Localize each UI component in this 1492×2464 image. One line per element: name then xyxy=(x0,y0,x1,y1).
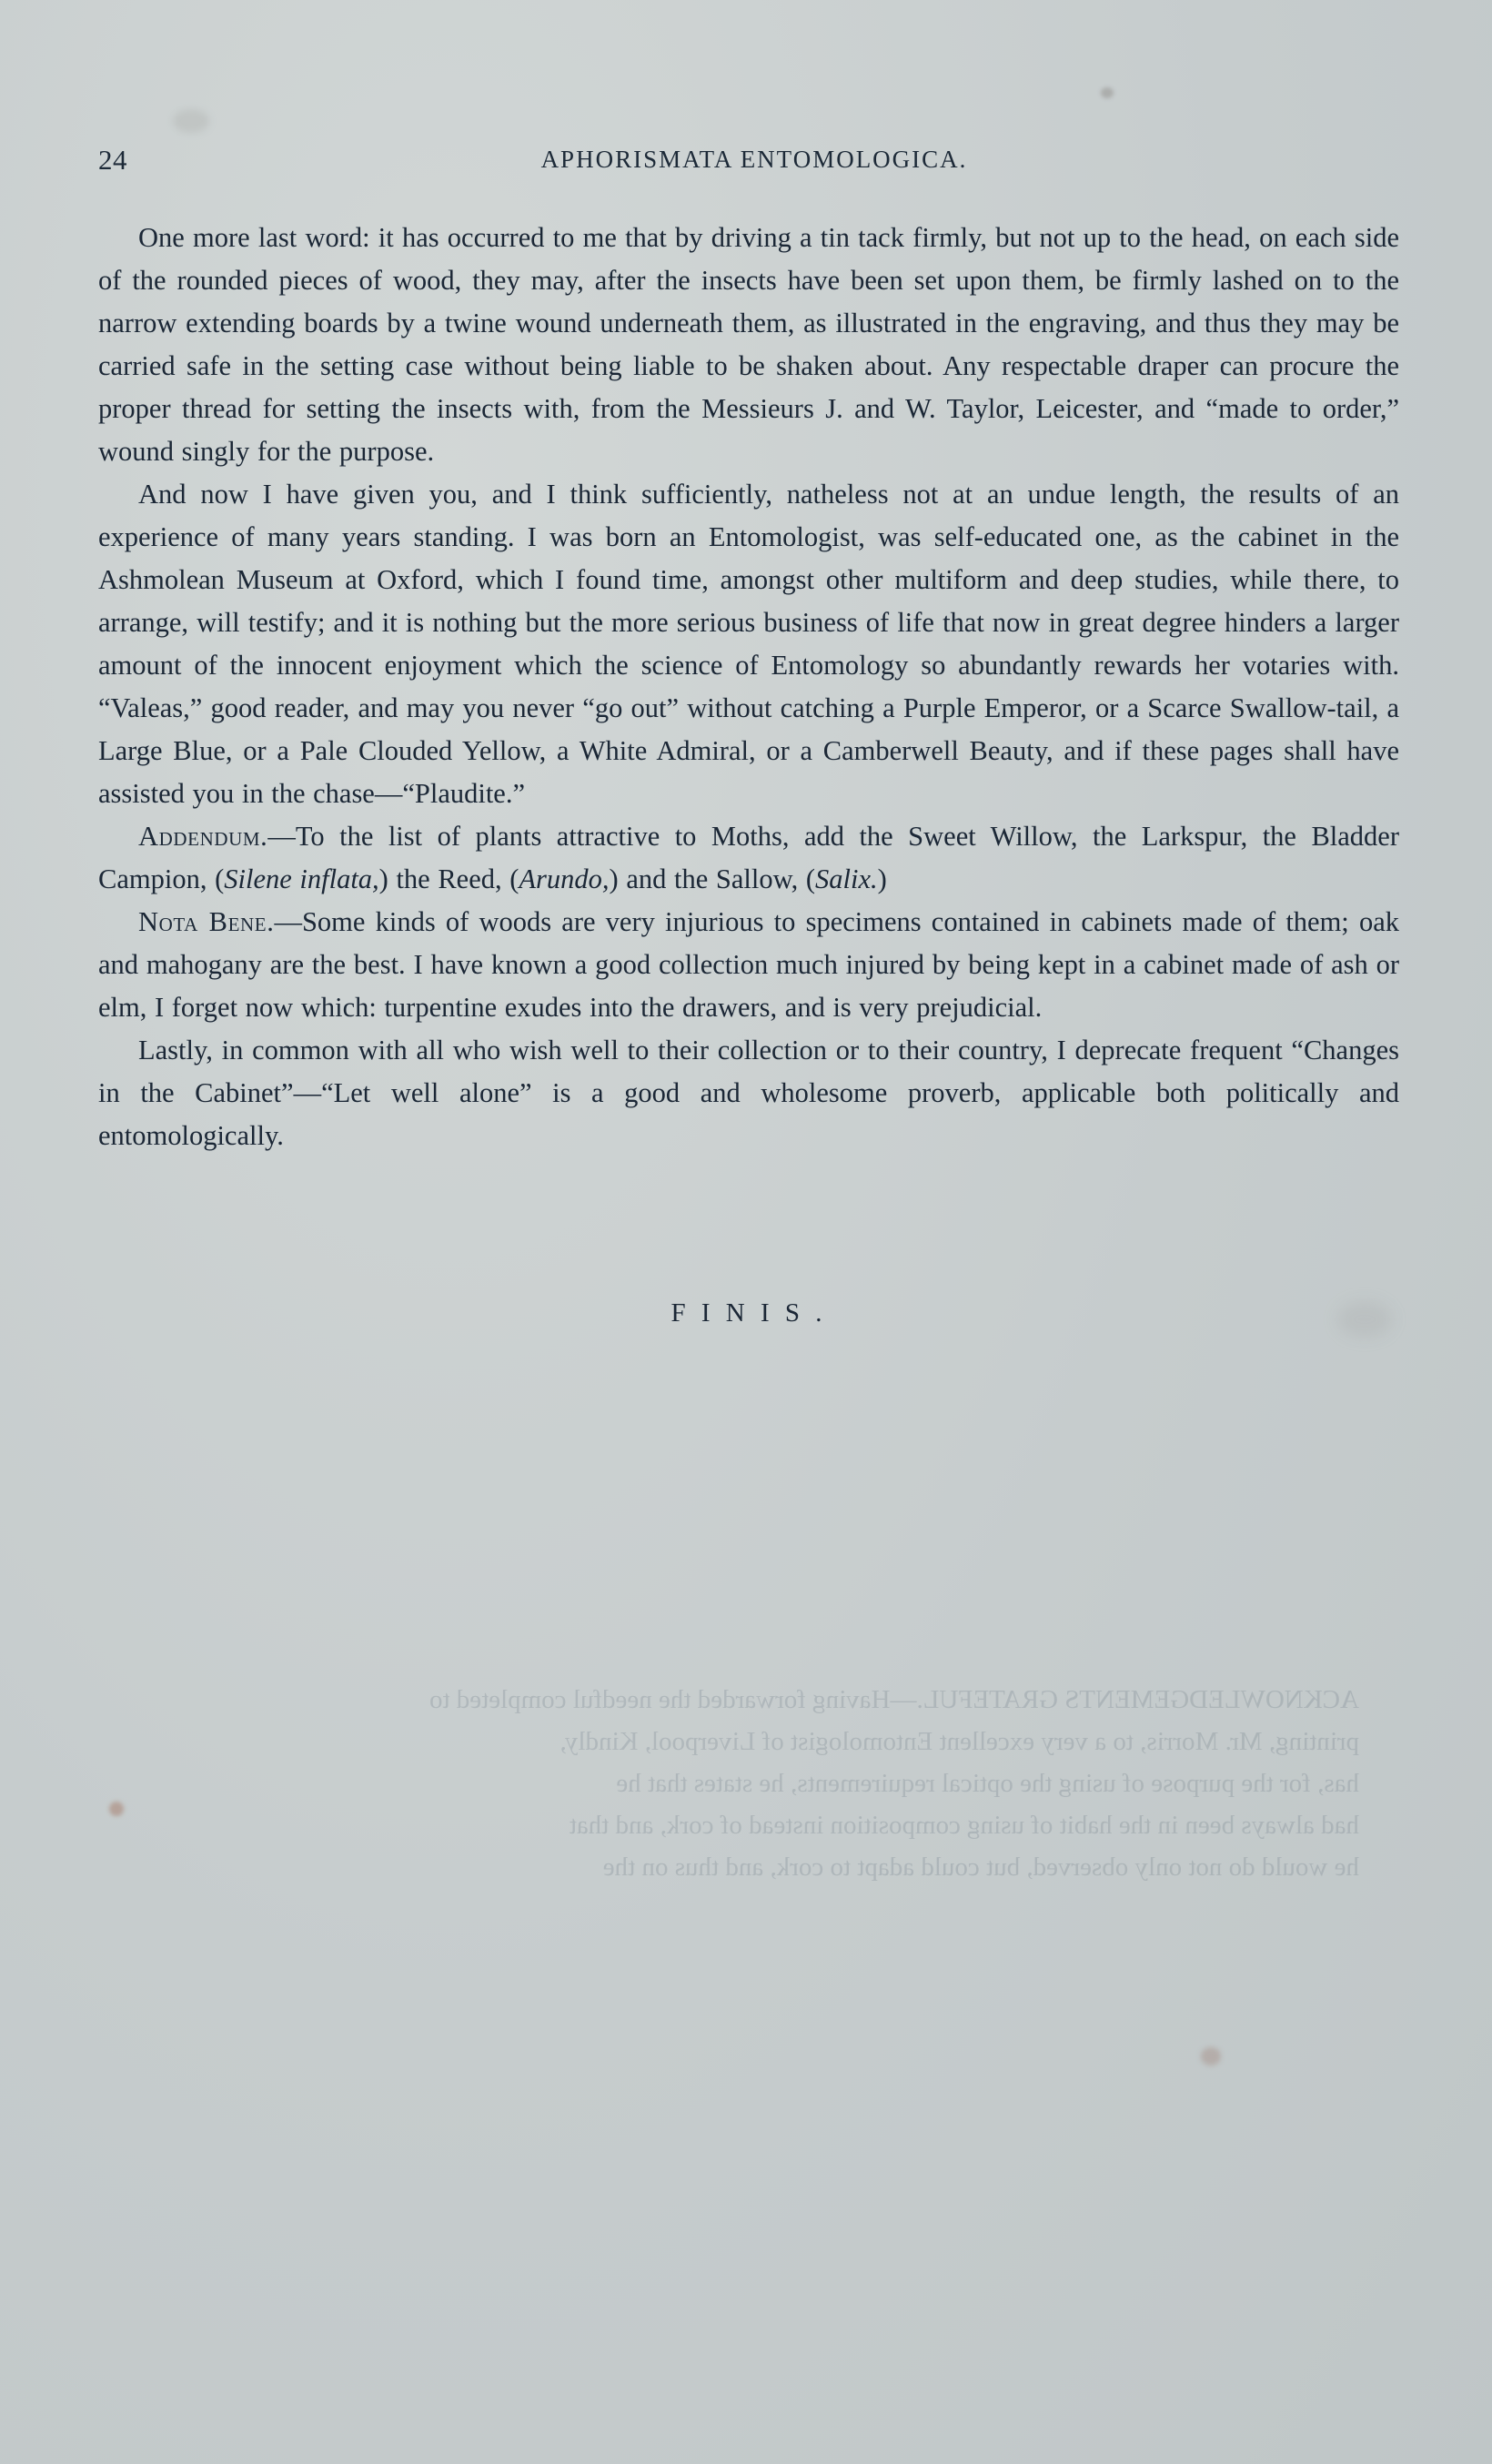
paper-blotch xyxy=(173,109,209,133)
show-through-line: had always been in the habit of using composition instead of cork, and that xyxy=(569,1811,1359,1840)
addendum-italic-salix: Salix. xyxy=(815,863,878,894)
addendum-italic-arundo: Arundo, xyxy=(519,863,610,894)
paper-blotch xyxy=(1101,87,1114,98)
paragraph-addendum xyxy=(98,815,1399,901)
page-number: 24 xyxy=(98,144,127,176)
show-through-line: ACKNOWLEDGEMENTS GRATEFUL.—Having forwarded the needful completed to xyxy=(428,1685,1359,1714)
addendum-italic-silene: Silene inflata, xyxy=(224,863,379,894)
paper-blotch xyxy=(109,1802,124,1816)
addendum-text-a: —To the list of plants attractive to Moths, add the Sweet Willow, the Larkspur, the Bladder Campion, ( xyxy=(98,821,1399,894)
paragraph-lastly: Lastly, in common with all who wish well to their collection or to their country, I deprecate frequent “Changes in the Cabinet”—“Let well alone” is a good and wholesome proverb, applicable both politically and entomologically. xyxy=(98,1035,1399,1151)
paragraph-1: One more last word: it has occurred to me that by driving a tin tack firmly, but not up to the head, on each side of the rounded pieces of wood, they may, after the insects have been set upon them, be firmly lashed on to the narrow extending boards by a twine wound underneath them, as illustrated in the engraving, and thus they may be carried safe in the setting case without being liable to be shaken about. Any respectable draper can procure the proper thread for setting the insects with, from the Messieurs J. and W. Taylor, Leicester, and “made to order,” wound singly for the purpose. xyxy=(98,222,1399,467)
addendum-text-d: ) xyxy=(877,863,887,894)
show-through-text xyxy=(98,1679,1399,1888)
show-through-line: printing, Mr. Morris, to a very excellent Entomologist of Liverpool, Kindly, xyxy=(560,1727,1359,1756)
page-header xyxy=(98,136,1399,193)
addendum-text-b: ) the Reed, ( xyxy=(378,863,519,894)
page-content xyxy=(98,136,1399,1328)
paper-blotch xyxy=(1201,2047,1221,2065)
paragraph-nota-bene xyxy=(98,901,1399,1029)
paragraph-2: And now I have given you, and I think sufficiently, natheless not at an undue length, the results of an experience of many years standing. I was born an Entomologist, was self-educated one, as the cabinet in the Ashmolean Museum at Oxford, which I found time, amongst other multiform and deep studies, while there, to arrange, will testify; and it is nothing but the more serious business of life that now in great degree hinders a larger amount of the innocent enjoyment which the science of Entomology so abundantly rewards her votaries with. “Valeas,” good reader, and may you never “go out” without catching a Purple Emperor, or a Scarce Swallow-tail, a Large Blue, or a Pale Clouded Yellow, a White Admiral, or a Camberwell Beauty, and if these pages shall have assisted you in the chase—“Plaudite.” xyxy=(98,479,1399,809)
addendum-lead-in: Addendum. xyxy=(138,821,268,852)
finis-mark: F I N I S . xyxy=(670,1298,827,1328)
nota-bene-lead-in: Nota Bene. xyxy=(138,906,275,937)
running-head: APHORISMATA ENTOMOLOGICA. xyxy=(540,146,968,173)
addendum-text-c: ) and the Sallow, ( xyxy=(609,863,816,894)
show-through-line: has, for the purpose of using the optical requirements, he states that he xyxy=(616,1769,1359,1798)
nota-bene-text: —Some kinds of woods are very injurious to specimens contained in cabinets made of them; oak and mahogany are the best. I have known a good collection much injured by being kept in a cabinet made of ash or elm, I forget now which: turpentine exudes into the drawers, and is very prejudicial. xyxy=(98,906,1399,1023)
show-through-line: he would do not only observed, but could adapt to cork, and thus on the xyxy=(602,1853,1359,1882)
